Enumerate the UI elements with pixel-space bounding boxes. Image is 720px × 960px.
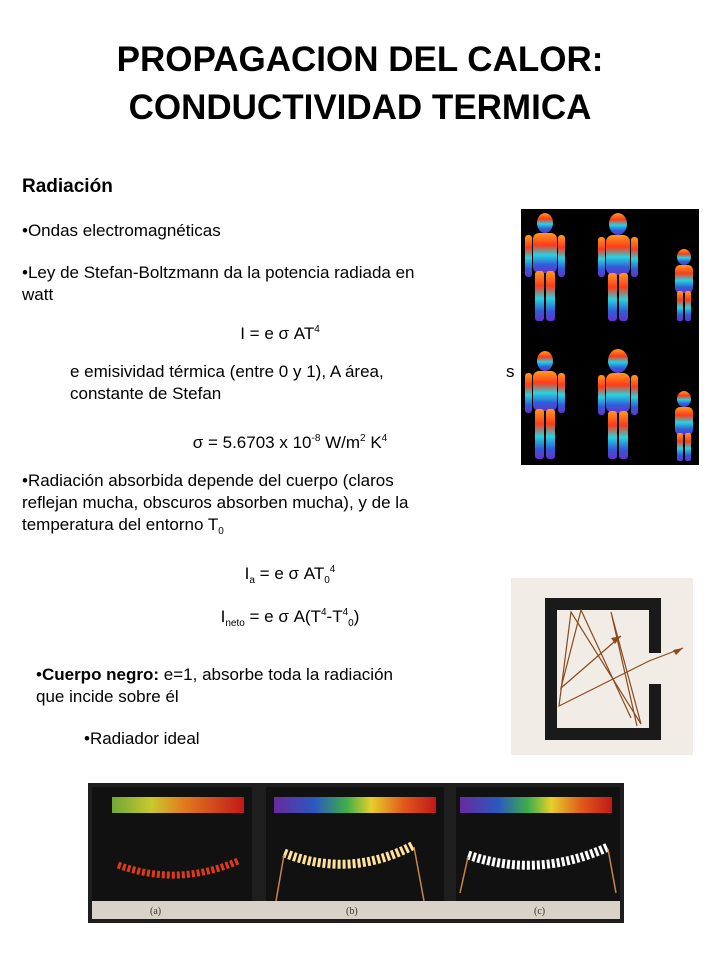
figure-2-front	[598, 213, 638, 321]
figure-1-back	[525, 351, 565, 459]
definitions-sigma: s	[506, 362, 515, 381]
black-body-cavity-diagram	[511, 578, 693, 755]
definitions-line-2: constante de Stefan	[70, 384, 222, 403]
bullet-black-body: •Cuerpo negro: e=1, absorbe toda la radiación que incide sobre él	[36, 665, 393, 706]
bullet-ideal-radiator: •Radiador ideal	[84, 729, 200, 748]
bullet-absorbed-radiation	[22, 470, 408, 536]
spectrum-b	[274, 797, 436, 813]
figure-2-back	[598, 349, 638, 459]
equation-radiated-power: I = e σ $AT^4$	[240, 324, 320, 343]
bullet-ondas: •Ondas electromagnéticas	[22, 221, 221, 240]
cavity-walls	[545, 598, 661, 740]
label-a: (a)	[150, 906, 162, 917]
filament-spectra-photo	[88, 783, 624, 923]
spectrum-a	[112, 797, 244, 813]
bullet-stefan-line-1: •Ley de Stefan-Boltzmann da la potencia radiada en	[22, 263, 415, 282]
black-body-term: Cuerpo negro:	[41, 665, 160, 684]
label-c: (c)	[534, 906, 546, 917]
light-rays	[559, 610, 683, 726]
section-heading: Radiación	[22, 176, 113, 197]
equation-net: $I_{neto} = e$ σ $A(T^4-T^4_0)$	[220, 607, 360, 629]
bullet-absorbed-line-1: •Radiación absorbida depende del cuerpo (claros	[22, 471, 394, 490]
equation-absorbed: $I_a = e$ σ $AT_0^4$	[244, 564, 336, 586]
equation-stefan-constant: σ = 5.6703 x $10^{-8}$ $W/m^2$ $K^4$	[192, 433, 388, 452]
thermal-bodies-image	[521, 209, 699, 465]
figure-1-front	[525, 213, 565, 321]
ray-arrow-in	[673, 648, 683, 655]
bullet-stefan-line-2: watt	[22, 285, 54, 304]
title-line-2: CONDUCTIVIDAD TERMICA	[128, 88, 592, 127]
figure-3-back	[675, 391, 693, 461]
bullet-black-body-line-2: que incide sobre él	[36, 687, 179, 706]
title-line-1: PROPAGACION DEL CALOR:	[116, 40, 604, 79]
definitions-line-1: e emisividad térmica (entre 0 y 1), A área,	[70, 362, 384, 381]
bullet-absorbed-line-3: temperatura del entorno $T_0$	[22, 515, 224, 537]
definitions-text	[70, 361, 520, 405]
sigma-symbol: σ	[278, 324, 290, 343]
label-b: (b)	[346, 906, 358, 917]
bullet-stefan-boltzmann	[22, 262, 415, 306]
page-title	[0, 36, 720, 132]
bullet-absorbed-line-2: reflejan mucha, obscuros absorben mucha), y de la	[22, 493, 409, 512]
spectrum-c	[460, 797, 612, 813]
figure-3-front	[675, 249, 693, 321]
